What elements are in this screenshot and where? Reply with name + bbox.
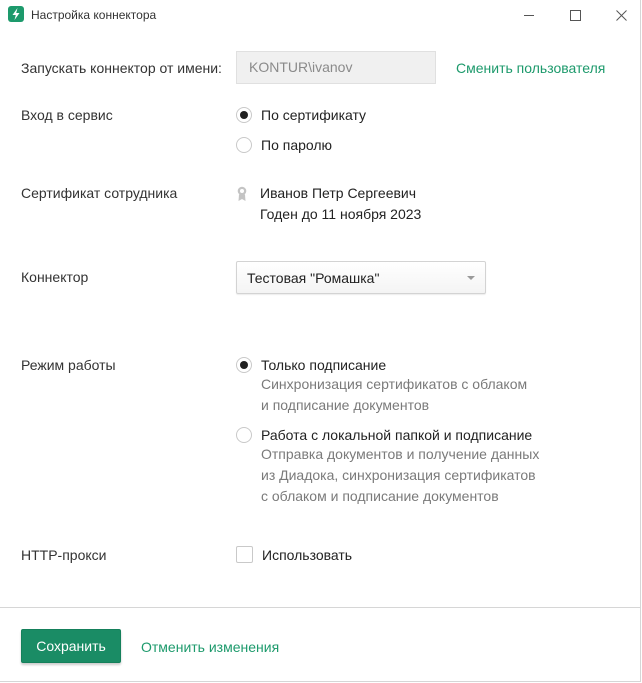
mode-local-folder-radio[interactable] (236, 427, 252, 443)
run-as-user-field: KONTUR\ivanov (236, 51, 436, 84)
run-as-label: Запускать коннектор от имени: (21, 60, 222, 76)
mode-sign-only-radio[interactable] (236, 357, 252, 373)
certificate-valid-until: Годен до 11 ноября 2023 (260, 206, 422, 222)
close-icon (616, 10, 627, 21)
minimize-icon (524, 10, 535, 21)
use-proxy-option[interactable]: Использовать (262, 547, 353, 563)
change-user-link[interactable]: Сменить пользователя (456, 60, 606, 76)
maximize-button[interactable] (552, 0, 598, 30)
connector-select[interactable] (236, 261, 486, 294)
save-button[interactable]: Сохранить (21, 629, 121, 663)
mode-local-folder-option[interactable]: Работа с локальной папкой и подписание (261, 427, 533, 443)
mode-local-folder-description: Отправка документов и получение данных из Диадока, синхронизация сертификатов с облаком и подписание документов (261, 446, 540, 504)
window-title: Настройка коннектора (31, 8, 157, 22)
login-certificate-option[interactable]: По сертификату (261, 107, 367, 123)
mode-sign-only-option[interactable]: Только подписание (261, 357, 387, 373)
use-proxy-checkbox[interactable] (236, 546, 253, 563)
login-password-radio[interactable] (236, 137, 252, 153)
mode-label: Режим работы (21, 357, 116, 373)
mode-sign-only-description: Синхронизация сертификатов с облаком и подписание документов (261, 376, 528, 413)
maximize-icon (570, 10, 581, 21)
login-password-option[interactable]: По паролю (261, 137, 333, 153)
login-certificate-radio[interactable] (236, 107, 252, 123)
certificate-owner: Иванов Петр Сергеевич (260, 185, 417, 201)
certificate-icon (236, 186, 248, 202)
certificate-label: Сертификат сотрудника (21, 185, 178, 201)
footer-divider (0, 607, 641, 608)
app-logo-icon (8, 6, 24, 22)
connector-selected-value: Тестовая "Ромашка" (247, 270, 380, 286)
close-button[interactable] (598, 0, 641, 30)
title-bar (0, 0, 641, 30)
http-proxy-label: HTTP-прокси (21, 547, 107, 563)
minimize-button[interactable] (506, 0, 552, 30)
login-method-label: Вход в сервис (21, 107, 113, 123)
cancel-changes-link[interactable]: Отменить изменения (141, 639, 280, 655)
chevron-down-icon (467, 276, 475, 280)
connector-label: Коннектор (21, 269, 89, 285)
